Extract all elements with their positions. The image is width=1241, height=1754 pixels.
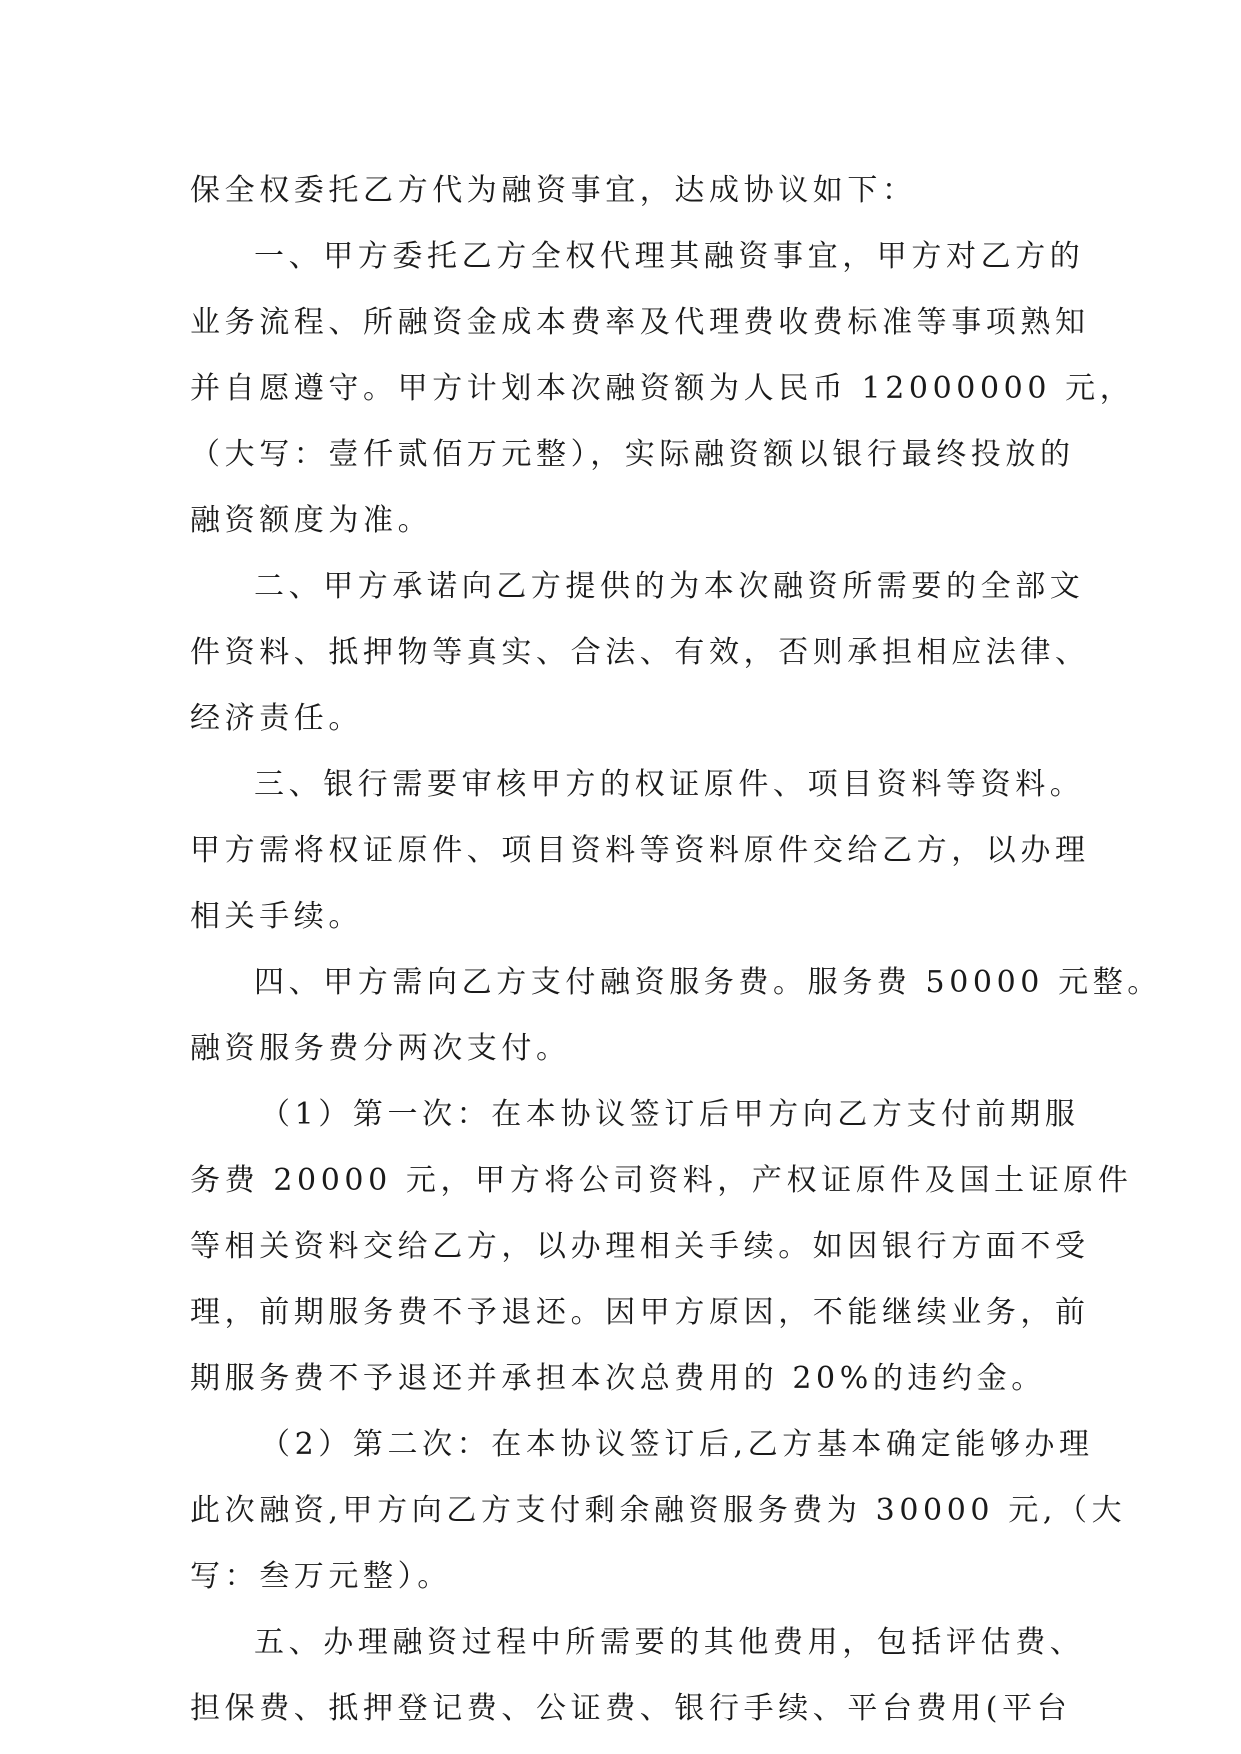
sub-clause-1-line: （1）第一次：在本协议签订后甲方向乙方支付前期服 <box>260 1097 1080 1132</box>
clause-2-line: 二、甲方承诺向乙方提供的为本次融资所需要的全部文 <box>254 569 1085 604</box>
text-line: 业务流程、所融资金成本费率及代理费收费标准等事项熟知 <box>190 305 1090 340</box>
clause-5-line: 五、办理融资过程中所需要的其他费用，包括评估费、 <box>254 1625 1085 1660</box>
clause-1-line: 一、甲方委托乙方全权代理其融资事宜，甲方对乙方的 <box>254 239 1085 274</box>
clause-4-line: 四、甲方需向乙方支付融资服务费。服务费 50000 元整。 <box>254 965 1162 1000</box>
text-line: 此次融资,甲方向乙方支付剩余融资服务费为 30000 元,（大 <box>190 1493 1127 1528</box>
text-line: 保全权委托乙方代为融资事宜，达成协议如下： <box>190 173 917 208</box>
clause-3-line: 三、银行需要审核甲方的权证原件、项目资料等资料。 <box>254 767 1085 802</box>
text-line: 并自愿遵守。甲方计划本次融资额为人民币 12000000 元， <box>190 371 1135 406</box>
text-line: 务费 20000 元，甲方将公司资料，产权证原件及国土证原件 <box>190 1163 1133 1198</box>
text-line: 理，前期服务费不予退还。因甲方原因，不能继续业务，前 <box>190 1295 1090 1330</box>
text-line: 期服务费不予退还并承担本次总费用的 20%的违约金。 <box>190 1361 1046 1396</box>
text-line: 担保费、抵押登记费、公证费、银行手续、平台费用(平台 <box>190 1691 1072 1726</box>
text-line: 等相关资料交给乙方，以办理相关手续。如因银行方面不受 <box>190 1229 1090 1264</box>
text-line: 经济责任。 <box>190 701 363 736</box>
text-line: 融资服务费分两次支付。 <box>190 1031 571 1066</box>
document-body <box>190 158 1162 1742</box>
sub-clause-2-line: （2）第二次：在本协议签订后,乙方基本确定能够办理 <box>260 1427 1094 1462</box>
text-line: 写：叁万元整）。 <box>190 1559 452 1594</box>
text-line: 融资额度为准。 <box>190 503 433 538</box>
text-line: 甲方需将权证原件、项目资料等资料原件交给乙方，以办理 <box>190 833 1090 868</box>
text-line: 相关手续。 <box>190 899 363 934</box>
text-line: 件资料、抵押物等真实、合法、有效，否则承担相应法律、 <box>190 635 1090 670</box>
text-line: （大写：壹仟贰佰万元整），实际融资额以银行最终投放的 <box>190 437 1075 472</box>
